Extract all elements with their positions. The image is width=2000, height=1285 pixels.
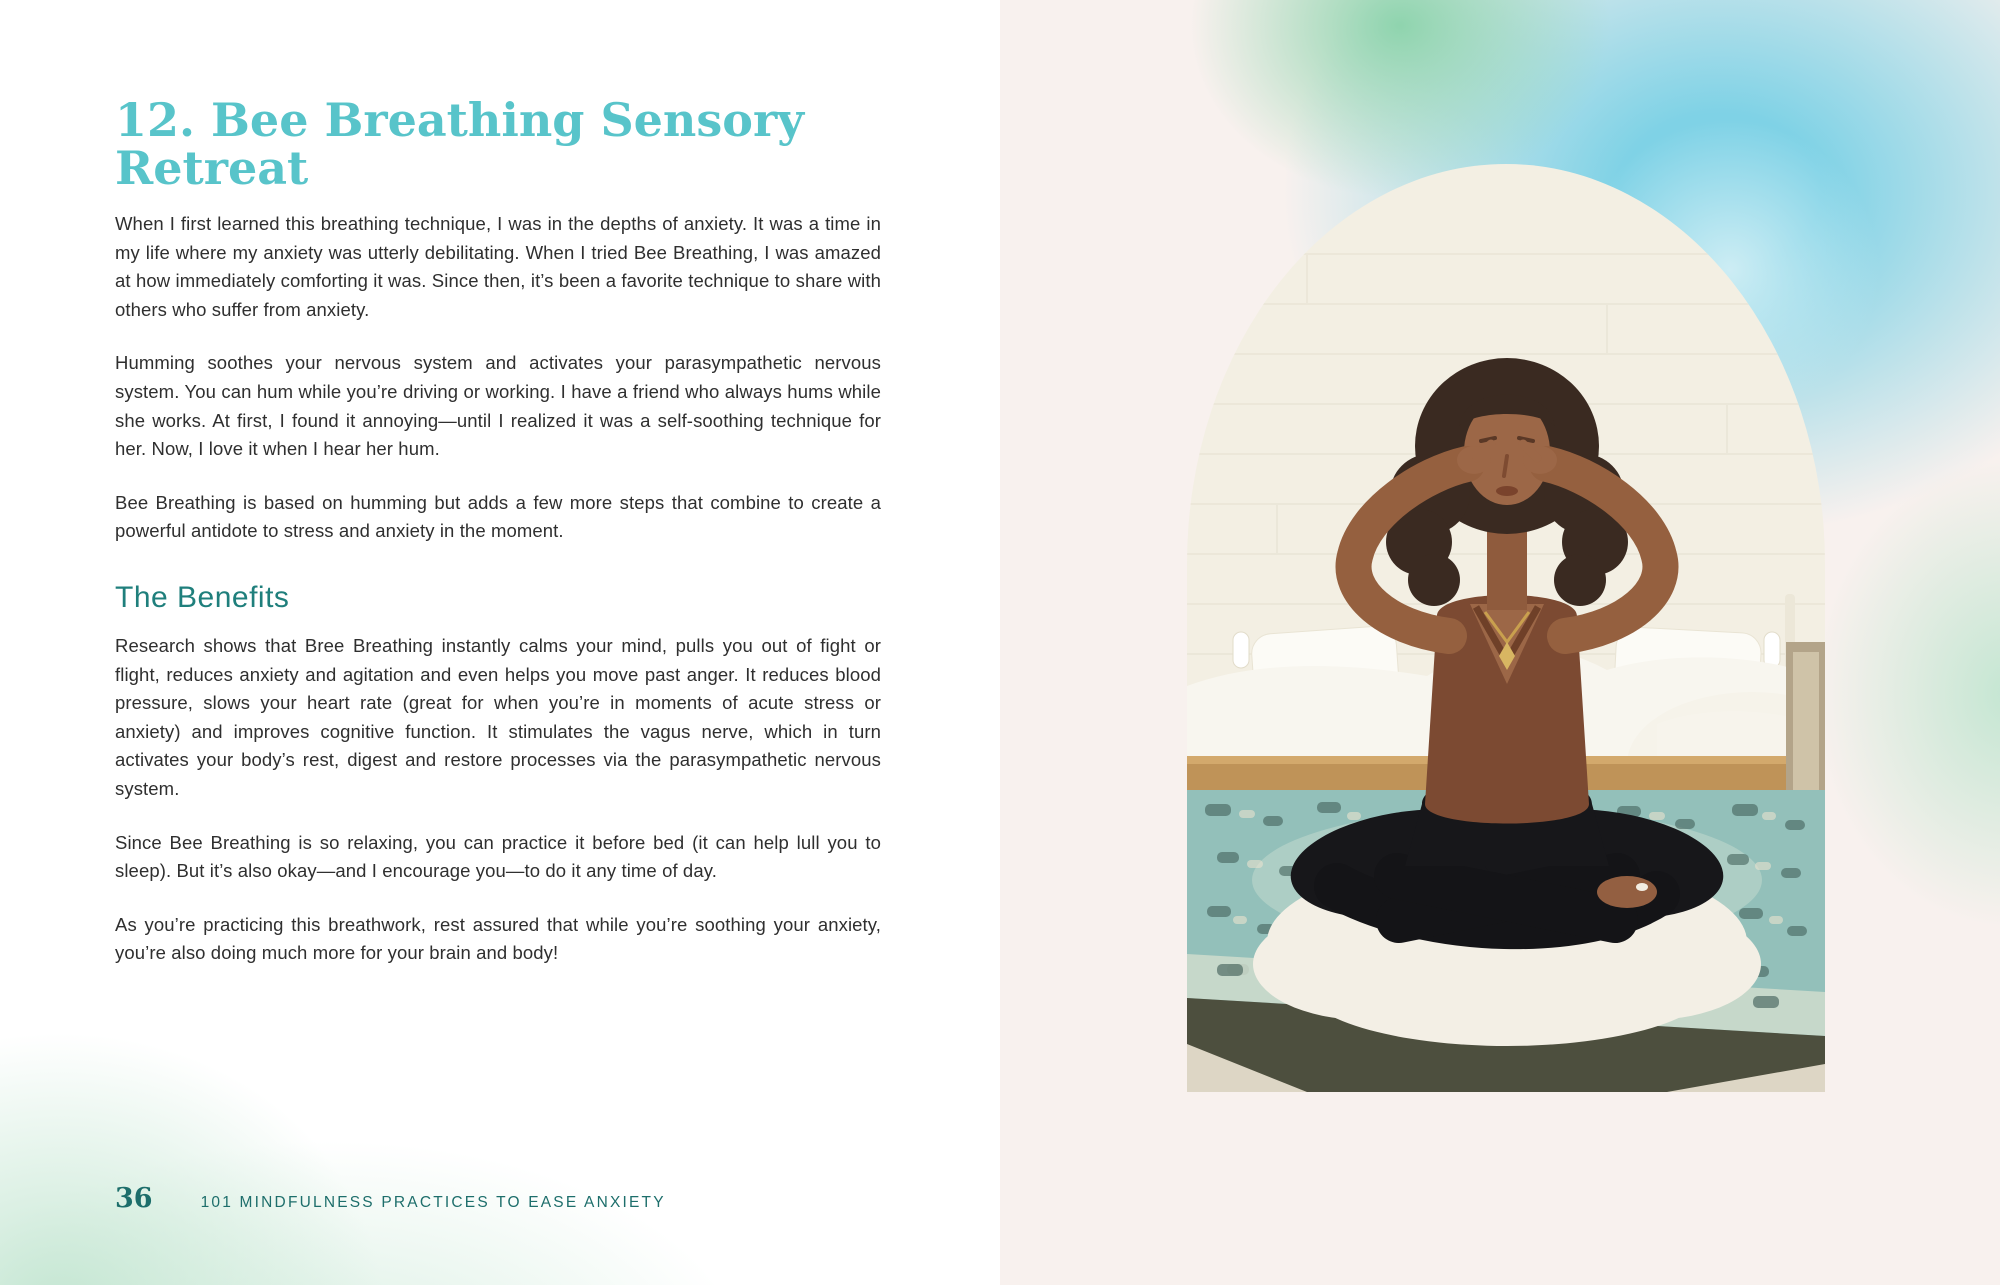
paragraph-intro-3: Bee Breathing is based on humming but adds a few more steps that combine to create a powerful antidote to stress and anxiety in the moment. — [115, 491, 881, 542]
benefits-heading: The Benefits — [115, 580, 290, 614]
paragraph-intro-1: When I first learned this breathing technique, I was in the depths of anxiety. It was a time in my life where my anxiety was utterly debilitating. When I tried Bee Breathing, I was amazed at how immediately comforting it was. Since then, it’s been a favorite technique to share with others who suffer from anxiety. — [115, 213, 881, 320]
page-number: 36 — [115, 1183, 153, 1214]
meditation-photo — [1187, 164, 1825, 1092]
paragraph-benefits-2: Since Bee Breathing is so relaxing, you can practice it before bed (it can help lull you to sleep). But it’s also okay—and I encourage you—to do it any time of day. — [115, 831, 881, 882]
right-page — [1000, 0, 2000, 1285]
paragraph-benefits-1: Research shows that Bree Breathing instantly calms your mind, pulls you out of fight or flight, reduces anxiety and agitation and even helps you move past anger. It reduces blood pressure, slows your heart rate (great for when you’re in moments of acute stress or anxiety) and improves cognitive function. It stimulates the vagus nerve, which in turn activates your body’s rest, digest and restore processes via the parasympathetic nervous system. — [115, 634, 881, 799]
meditation-photo-illustration — [1187, 164, 1825, 1092]
chapter-title: 12. Bee Breathing Sensory Retreat — [115, 93, 804, 195]
paragraph-intro-2: Humming soothes your nervous system and activates your parasympathetic nervous system. You can hum while you’re driving or working. I have a friend who always hums while she works. At first, I found it annoying—until I realized it was a self-soothing technique for her. Now, I love it when I hear her hum. — [115, 352, 881, 460]
running-title: 101 MINDFULNESS PRACTICES TO EASE ANXIETY — [200, 1194, 666, 1211]
page-footer — [115, 1183, 666, 1214]
paragraph-benefits-3: As you’re practicing this breathwork, rest assured that while you’re soothing your anxiety, you’re also doing much more for your brain and body! — [115, 913, 881, 964]
